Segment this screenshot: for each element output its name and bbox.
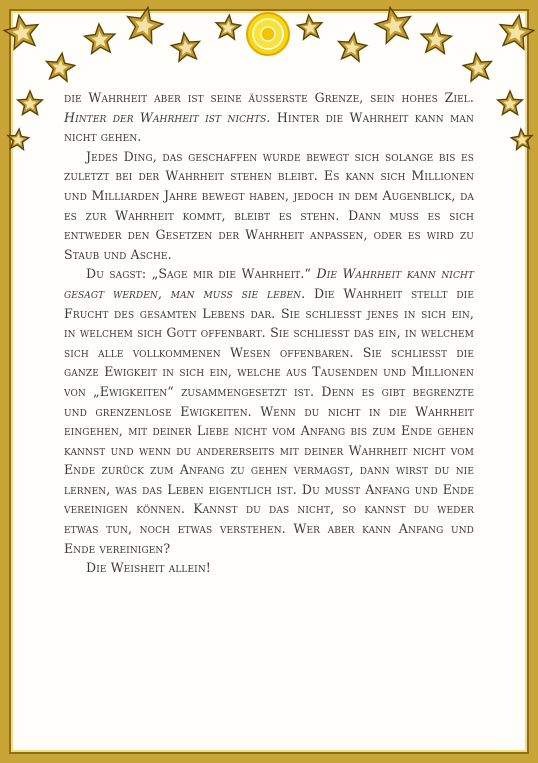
paragraph-3 bbox=[64, 264, 474, 558]
star-icon bbox=[2, 12, 41, 50]
paragraph-1 bbox=[64, 88, 474, 147]
paragraph-2 bbox=[64, 147, 474, 265]
star-icon bbox=[170, 31, 202, 62]
body-text: die Wahrheit aber ist seine äusserste Grenze, sein hohes Ziel. bbox=[64, 90, 474, 105]
body-text: Die Weisheit allein! bbox=[86, 560, 211, 576]
star-icon bbox=[510, 128, 533, 150]
star-icon bbox=[372, 4, 414, 45]
body-text: Die Wahrheit stellt die Frucht des gesamten Lebens dar. Sie schliesst jenes in sich ein, in welchem sich Gott offenbart. Sie schliesst das ein, in welchem sich alle vollkommenen Wesen offenbaren. Sie schliesst die ganze Ewigkeit in sich ein, welche aus Tausenden und Millionen von „Ewigkeiten“ zusammengesetzt ist. Denn es gibt begrenzte und grenzenlose Ewigkeiten. Wenn du nicht in die Wahrheit eingehen, mit deiner Liebe nicht vom Anfang bis zum Ende gehen kannst und wenn du andererseits mit deiner Wahrheit nicht vom Ende zurück zum Anfang zu gehen vermagst, dann wirst du nie lernen, was das Leben eigentlich ist. Du musst Anfang und Ende vereinigen können. Kannst du das nicht, so kannst du weder etwas tun, noch etwas verstehen. Wer aber kann Anfang und Ende vereinigen? bbox=[64, 285, 475, 556]
star-icon bbox=[44, 51, 76, 82]
star-icon bbox=[7, 128, 30, 150]
body-text: Hinter die Wahrheit kann man nicht gehen. bbox=[64, 109, 474, 145]
star-icon bbox=[462, 51, 494, 82]
star-icon bbox=[215, 14, 242, 40]
star-icon bbox=[296, 14, 323, 40]
document-body bbox=[64, 88, 474, 578]
emphasis-text: Hinter der Wahrheit ist nichts. bbox=[64, 109, 271, 125]
star-icon bbox=[84, 23, 116, 54]
star-icon bbox=[420, 23, 452, 54]
paragraph-4 bbox=[64, 558, 474, 578]
body-text: Jedes Ding, das geschaffen wurde bewegt sich solange bis es zuletzt bei der Wahrheit stehen bleibt. Es kann sich Millionen und Milliarden Jahre bewegt haben, jedoch in dem Augenblick, da es zur Wahrheit kommt, bleibt es stehn. Dann muss es sich entweder den Gesetzen der Wahrheit anpassen, oder es wird zu Staub und Asche. bbox=[64, 148, 474, 262]
star-icon bbox=[498, 91, 523, 115]
sun-icon bbox=[247, 13, 289, 55]
star-icon bbox=[123, 4, 165, 45]
emphasis-text: Die Wahrheit kann nicht gesagt werden, man muss sie leben. bbox=[64, 266, 474, 301]
star-icon bbox=[497, 12, 536, 50]
body-text: Du sagst: „Sage mir die Wahrheit.“ bbox=[86, 266, 317, 282]
star-icon bbox=[336, 31, 368, 62]
star-icon bbox=[18, 91, 43, 115]
